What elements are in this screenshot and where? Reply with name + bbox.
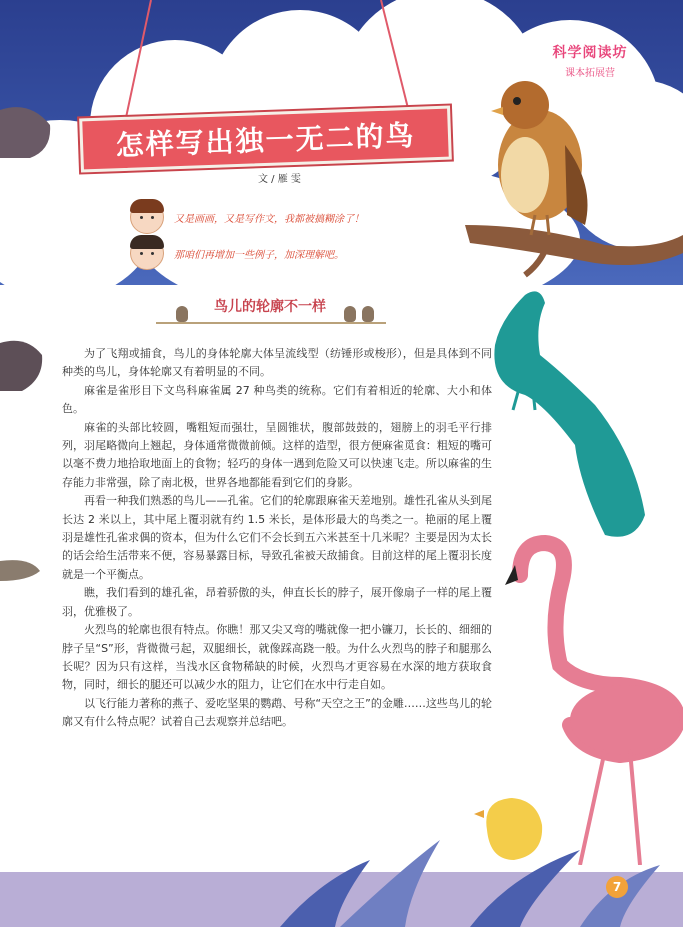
dialog-text: 又是画画，又是写作文，我都被搞糊涂了！ [174,213,364,225]
section-divider [156,322,386,324]
rock-illustration [0,100,52,160]
article-paragraph: 再看一种我们熟悉的鸟儿——孔雀。它们的轮廓跟麻雀天差地别。雄性孔雀从头到尾长达 2 米以上，其中尾上覆羽就有约 1.5 米长，是体形最大的鸟类之一。艳丽的尾上覆羽是雄性孔雀求偶的资本，但为什么它们不会长到五六米甚至十几米呢？主要是因为太长的话会给生活带来不便，容易暴露目标，导致孔雀被天敌捕食。目前这样的尾上覆羽长度就是一个平衡点。 [62,494,492,581]
author-credit: 文 / 雁 雯 [258,174,301,185]
brand-line1: 科学阅读坊 [552,45,628,61]
article-paragraph: 为了飞翔或捕食，鸟儿的身体轮廓大体呈流线型（纺锤形或梭形），但是具体到不同种类的鸟儿，身体轮廓又有着明显的不同。 [62,347,492,379]
article-paragraph: 瞧，我们看到的雄孔雀，昂着骄傲的头，伸直长长的脖子，展开像扇子一样的尾上覆羽，优雅极了。 [62,586,492,618]
rock-illustration [0,335,44,395]
page-title: 怎样写出独一无二的鸟 [115,118,417,163]
article-paragraph: 麻雀的头部比较圆，嘴粗短而强壮，呈圆锥状，腹部鼓鼓的，翅膀上的羽毛平行排列，羽尾略微向上翘起，身体通常微微前倾。这样的造型，很方便麻雀觅食：粗短的嘴可以毫不费力地拾取地面上的食物；轻巧的身体一遇到危险又可以快速飞走。所以麻雀的生存能力非常强，除了南北极，世界各地都能看到它们的身影。 [62,420,492,489]
article-paragraph: 火烈鸟的轮廓也很有特点。你瞧！那又尖又弯的嘴就像一把小镰刀，长长的、细细的脖子呈“S”形，背微微弓起，双腿细长，就像踩高跷一般。为什么火烈鸟的脖子和腿那么长呢？因为只有这样，当浅水区食物稀缺的时候，火烈鸟才更容易在水深的地方获取食物，同时，细长的腿还可以减少水的阻力，让它们在水中行走自如。 [62,623,492,692]
small-bird-icon [362,306,374,322]
brand-line2: 课本拓展营 [565,68,615,79]
boy-avatar [130,200,164,234]
page-number: 7 [606,876,628,898]
peacock-silhouette [485,285,683,545]
bird-fragment-illustration [0,555,42,585]
article-body [62,345,492,732]
article-paragraph: 以飞行能力著称的燕子、爱吃坚果的鹦鹉、号称“天空之王”的金雕……这些鸟儿的轮廓又有什么特点呢？试着自己去观察并总结吧。 [62,696,492,729]
grass-illustration [280,820,683,927]
dialog-text: 那咱们再增加一些例子，加深理解吧。 [174,249,344,261]
dialog-girl [130,236,344,270]
small-bird-icon [344,306,356,322]
girl-avatar [130,236,164,270]
article-paragraph: 麻雀是雀形目下文鸟科麻雀属 27 种鸟类的统称。它们有着相近的轮廓、大小和体色。 [62,383,492,416]
sparrow-on-branch-illustration [455,75,683,285]
small-bird-icon [176,306,188,322]
section-heading: 鸟儿的轮廓不一样 [214,299,326,315]
dialog-boy [130,200,364,234]
brand-logo [530,42,650,79]
